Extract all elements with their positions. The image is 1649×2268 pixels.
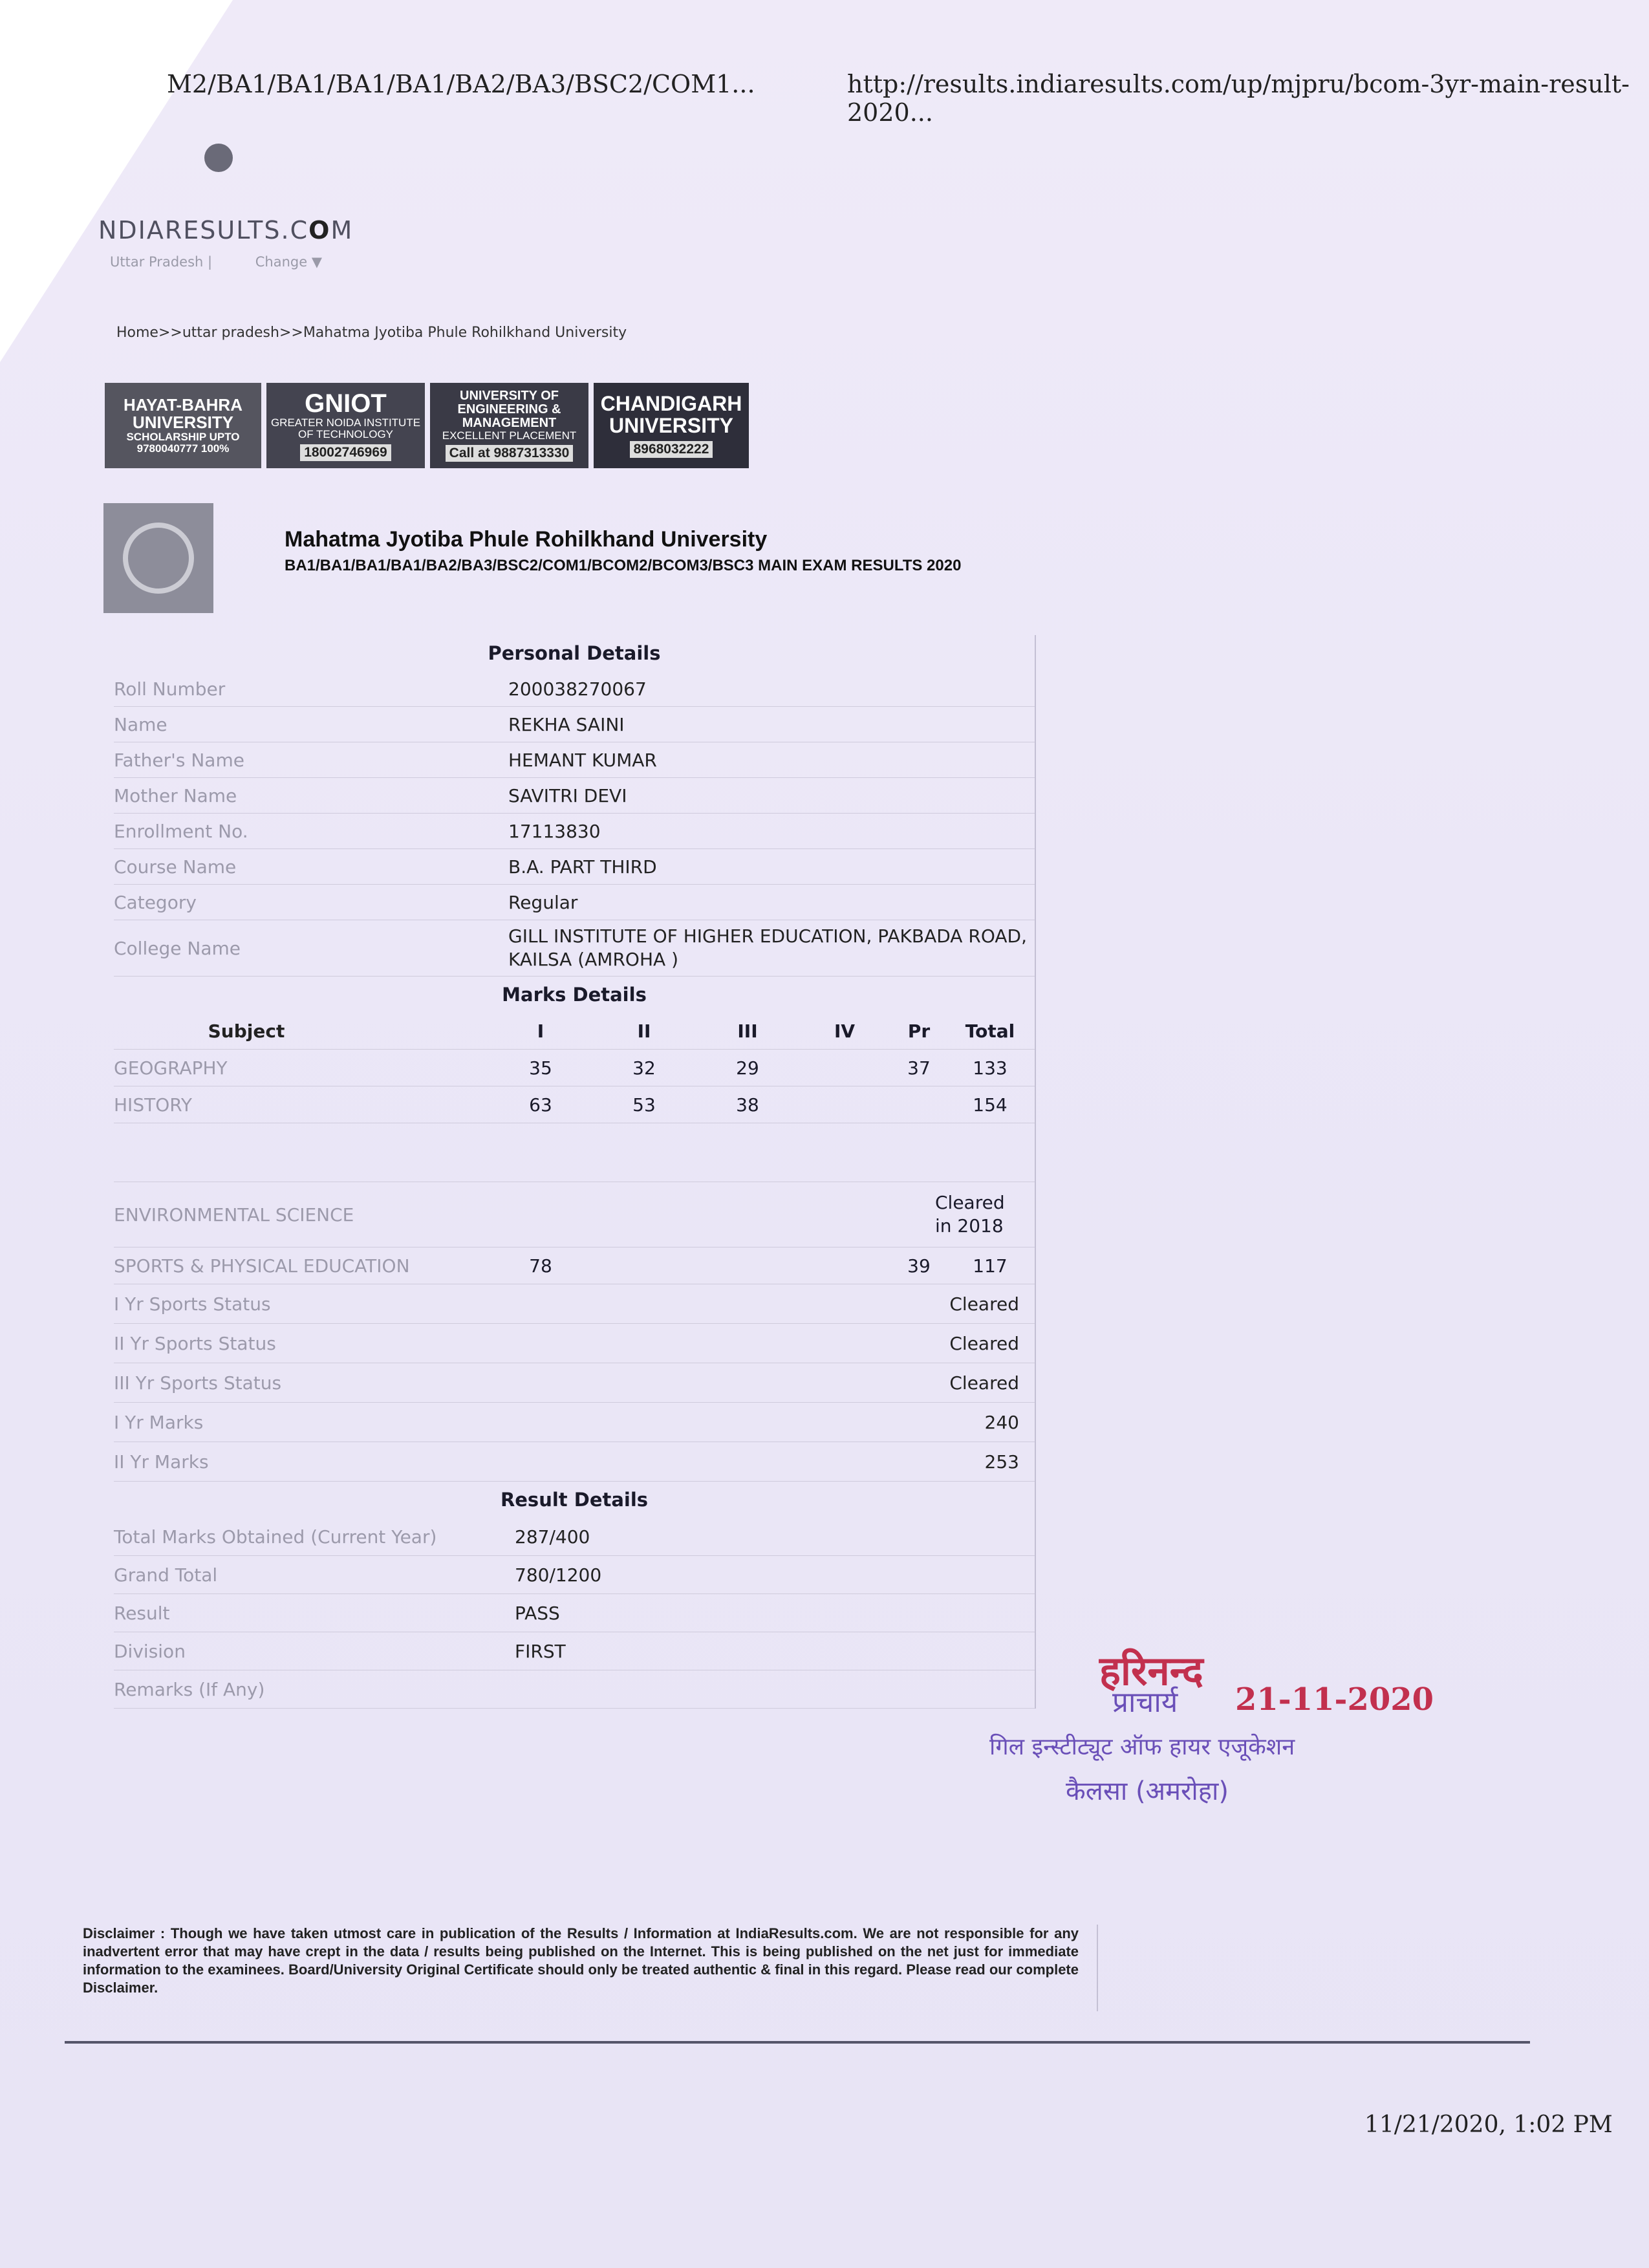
mark-cell: 29 [736, 1057, 759, 1079]
university-name: Mahatma Jyotiba Phule Rohilkhand University [285, 527, 768, 552]
result-row [114, 1594, 1035, 1632]
result-label: Total Marks Obtained (Current Year) [114, 1526, 437, 1548]
col-paper-4: IV [834, 1020, 856, 1042]
state-label: Uttar Pradesh | [110, 254, 213, 270]
personal-row [114, 707, 1035, 742]
site-logo-text[interactable]: NDIARESULTS.COM [98, 216, 354, 244]
col-paper-3: III [737, 1020, 758, 1042]
personal-row [114, 778, 1035, 814]
personal-value: B.A. PART THIRD [508, 856, 657, 878]
personal-value: 200038270067 [508, 678, 647, 700]
result-label: Remarks (If Any) [114, 1678, 265, 1700]
marks-details-heading: Marks Details [502, 984, 647, 1006]
env-science-label: ENVIRONMENTAL SCIENCE [114, 1204, 354, 1226]
status-value: Cleared [949, 1372, 1019, 1394]
marks-row [114, 1050, 1035, 1086]
print-header-url: http://results.indiaresults.com/up/mjpru/bcom-3yr-main-result-2020... [847, 70, 1630, 127]
personal-label: Name [114, 713, 167, 735]
personal-label: Category [114, 891, 197, 913]
result-row [114, 1556, 1035, 1594]
mark-cell: 35 [529, 1057, 552, 1079]
result-value: PASS [515, 1602, 560, 1624]
status-row [114, 1324, 1035, 1363]
result-value: 287/400 [515, 1526, 590, 1548]
print-timestamp: 11/21/2020, 1:02 PM [1364, 2111, 1613, 2138]
breadcrumb[interactable]: Home>>uttar pradesh>>Mahatma Jyotiba Phule Rohilkhand University [116, 325, 627, 341]
sports-label: SPORTS & PHYSICAL EDUCATION [114, 1255, 410, 1277]
status-value: Cleared [949, 1332, 1019, 1354]
results-table [114, 635, 1036, 1709]
personal-row [114, 671, 1035, 707]
col-subject: Subject [208, 1020, 285, 1042]
status-row [114, 1363, 1035, 1403]
personal-label: Course Name [114, 856, 237, 878]
result-details-heading: Result Details [500, 1489, 649, 1511]
marks-empty-row [114, 1123, 1035, 1182]
mark-cell: 32 [632, 1057, 656, 1079]
folded-corner [0, 0, 233, 362]
marks-header-row [114, 1013, 1035, 1050]
status-label: II Yr Marks [114, 1451, 209, 1473]
status-row [114, 1403, 1035, 1442]
personal-row [114, 920, 1035, 977]
result-label: Result [114, 1602, 170, 1624]
state-selector [110, 254, 361, 270]
personal-details-heading: Personal Details [488, 642, 661, 664]
status-value: 253 [984, 1451, 1019, 1473]
result-value: FIRST [515, 1640, 566, 1662]
sports-paper-1: 78 [529, 1255, 552, 1277]
personal-value: SAVITRI DEVI [508, 784, 627, 806]
mark-cell: 154 [973, 1094, 1008, 1116]
col-practical: Pr [907, 1020, 931, 1042]
result-label: Grand Total [114, 1564, 218, 1586]
personal-label: Father's Name [114, 749, 244, 771]
site-logo-icon [204, 144, 233, 172]
personal-value: 17113830 [508, 820, 601, 842]
mark-cell: 37 [907, 1057, 931, 1079]
status-label: III Yr Sports Status [114, 1372, 282, 1394]
mark-cell: 133 [973, 1057, 1008, 1079]
personal-row [114, 814, 1035, 849]
result-row [114, 1518, 1035, 1556]
mark-cell: 53 [632, 1094, 656, 1116]
ad-uem[interactable]: UNIVERSITY OF ENGINEERING & MANAGEMENT EXCELLENT PLACEMENT Call at 9887313330 [430, 383, 588, 468]
sports-total: 117 [973, 1255, 1008, 1277]
personal-row [114, 849, 1035, 885]
mark-cell: 38 [736, 1094, 759, 1116]
sports-practical: 39 [907, 1255, 931, 1277]
result-label: Division [114, 1640, 186, 1662]
ad-chandigarh-university[interactable]: CHANDIGARH UNIVERSITY 8968032222 [594, 383, 749, 468]
col-paper-2: II [637, 1020, 651, 1042]
personal-label: Enrollment No. [114, 820, 248, 842]
personal-value: GILL INSTITUTE OF HIGHER EDUCATION, PAKBADA ROAD, KAILSA (AMROHA ) [508, 925, 1027, 970]
ad-gniot[interactable]: GNIOT GREATER NOIDA INSTITUTE OF TECHNOLOGY 18002746969 [266, 383, 425, 468]
university-emblem-icon [103, 503, 213, 613]
print-header-title: M2/BA1/BA1/BA1/BA1/BA2/BA3/BSC2/COM1... [167, 70, 755, 98]
personal-label: Mother Name [114, 784, 237, 806]
change-state-link[interactable]: Change ▼ [255, 254, 322, 270]
status-label: I Yr Sports Status [114, 1293, 271, 1315]
status-row [114, 1284, 1035, 1324]
personal-row [114, 885, 1035, 920]
ad-banner-strip [105, 383, 749, 468]
col-total: Total [965, 1020, 1015, 1042]
subject-name: HISTORY [114, 1094, 192, 1116]
personal-row [114, 742, 1035, 778]
personal-value: Regular [508, 891, 578, 913]
marks-row [114, 1086, 1035, 1123]
mark-cell: 63 [529, 1094, 552, 1116]
personal-value: HEMANT KUMAR [508, 749, 657, 771]
subject-name: GEOGRAPHY [114, 1057, 228, 1079]
footer-divider [65, 2041, 1530, 2044]
status-label: I Yr Marks [114, 1411, 204, 1433]
col-paper-1: I [537, 1020, 544, 1042]
principal-stamp-signature: हरिनन्द प्राचार्य 21-11-2020 गिल इन्स्टीट्यूट ऑफ हायर एजूकेशन कैलसा (अमरोहा) [989, 1647, 1434, 1806]
exam-title: BA1/BA1/BA1/BA1/BA2/BA3/BSC2/COM1/BCOM2/BCOM3/BSC3 MAIN EXAM RESULTS 2020 [285, 557, 962, 574]
ad-hayat-bahra[interactable]: HAYAT-BAHRA UNIVERSITY SCHOLARSHIP UPTO 9780040777 100% [105, 383, 261, 468]
env-science-row [114, 1182, 1035, 1247]
personal-label: Roll Number [114, 678, 226, 700]
sports-row [114, 1247, 1035, 1284]
personal-label: College Name [114, 937, 241, 959]
result-row [114, 1632, 1035, 1670]
status-value: Cleared [949, 1293, 1019, 1315]
status-row [114, 1442, 1035, 1482]
env-science-status: Cleared in 2018 [935, 1192, 1005, 1237]
status-value: 240 [984, 1411, 1019, 1433]
result-value: 780/1200 [515, 1564, 602, 1586]
status-label: II Yr Sports Status [114, 1332, 276, 1354]
result-row [114, 1670, 1035, 1709]
personal-value: REKHA SAINI [508, 713, 625, 735]
disclaimer-text: Disclaimer : Though we have taken utmost care in publication of the Results / Information at IndiaResults.com. We are not responsible for any inadvertent error that may have crept in the data / results being published on the Internet. This is being published on the net just for immediate information to the examinees. Board/University Original Certificate should only be treated authentic & final in this regard. Please read our complete Disclaimer. [83, 1925, 1098, 2011]
